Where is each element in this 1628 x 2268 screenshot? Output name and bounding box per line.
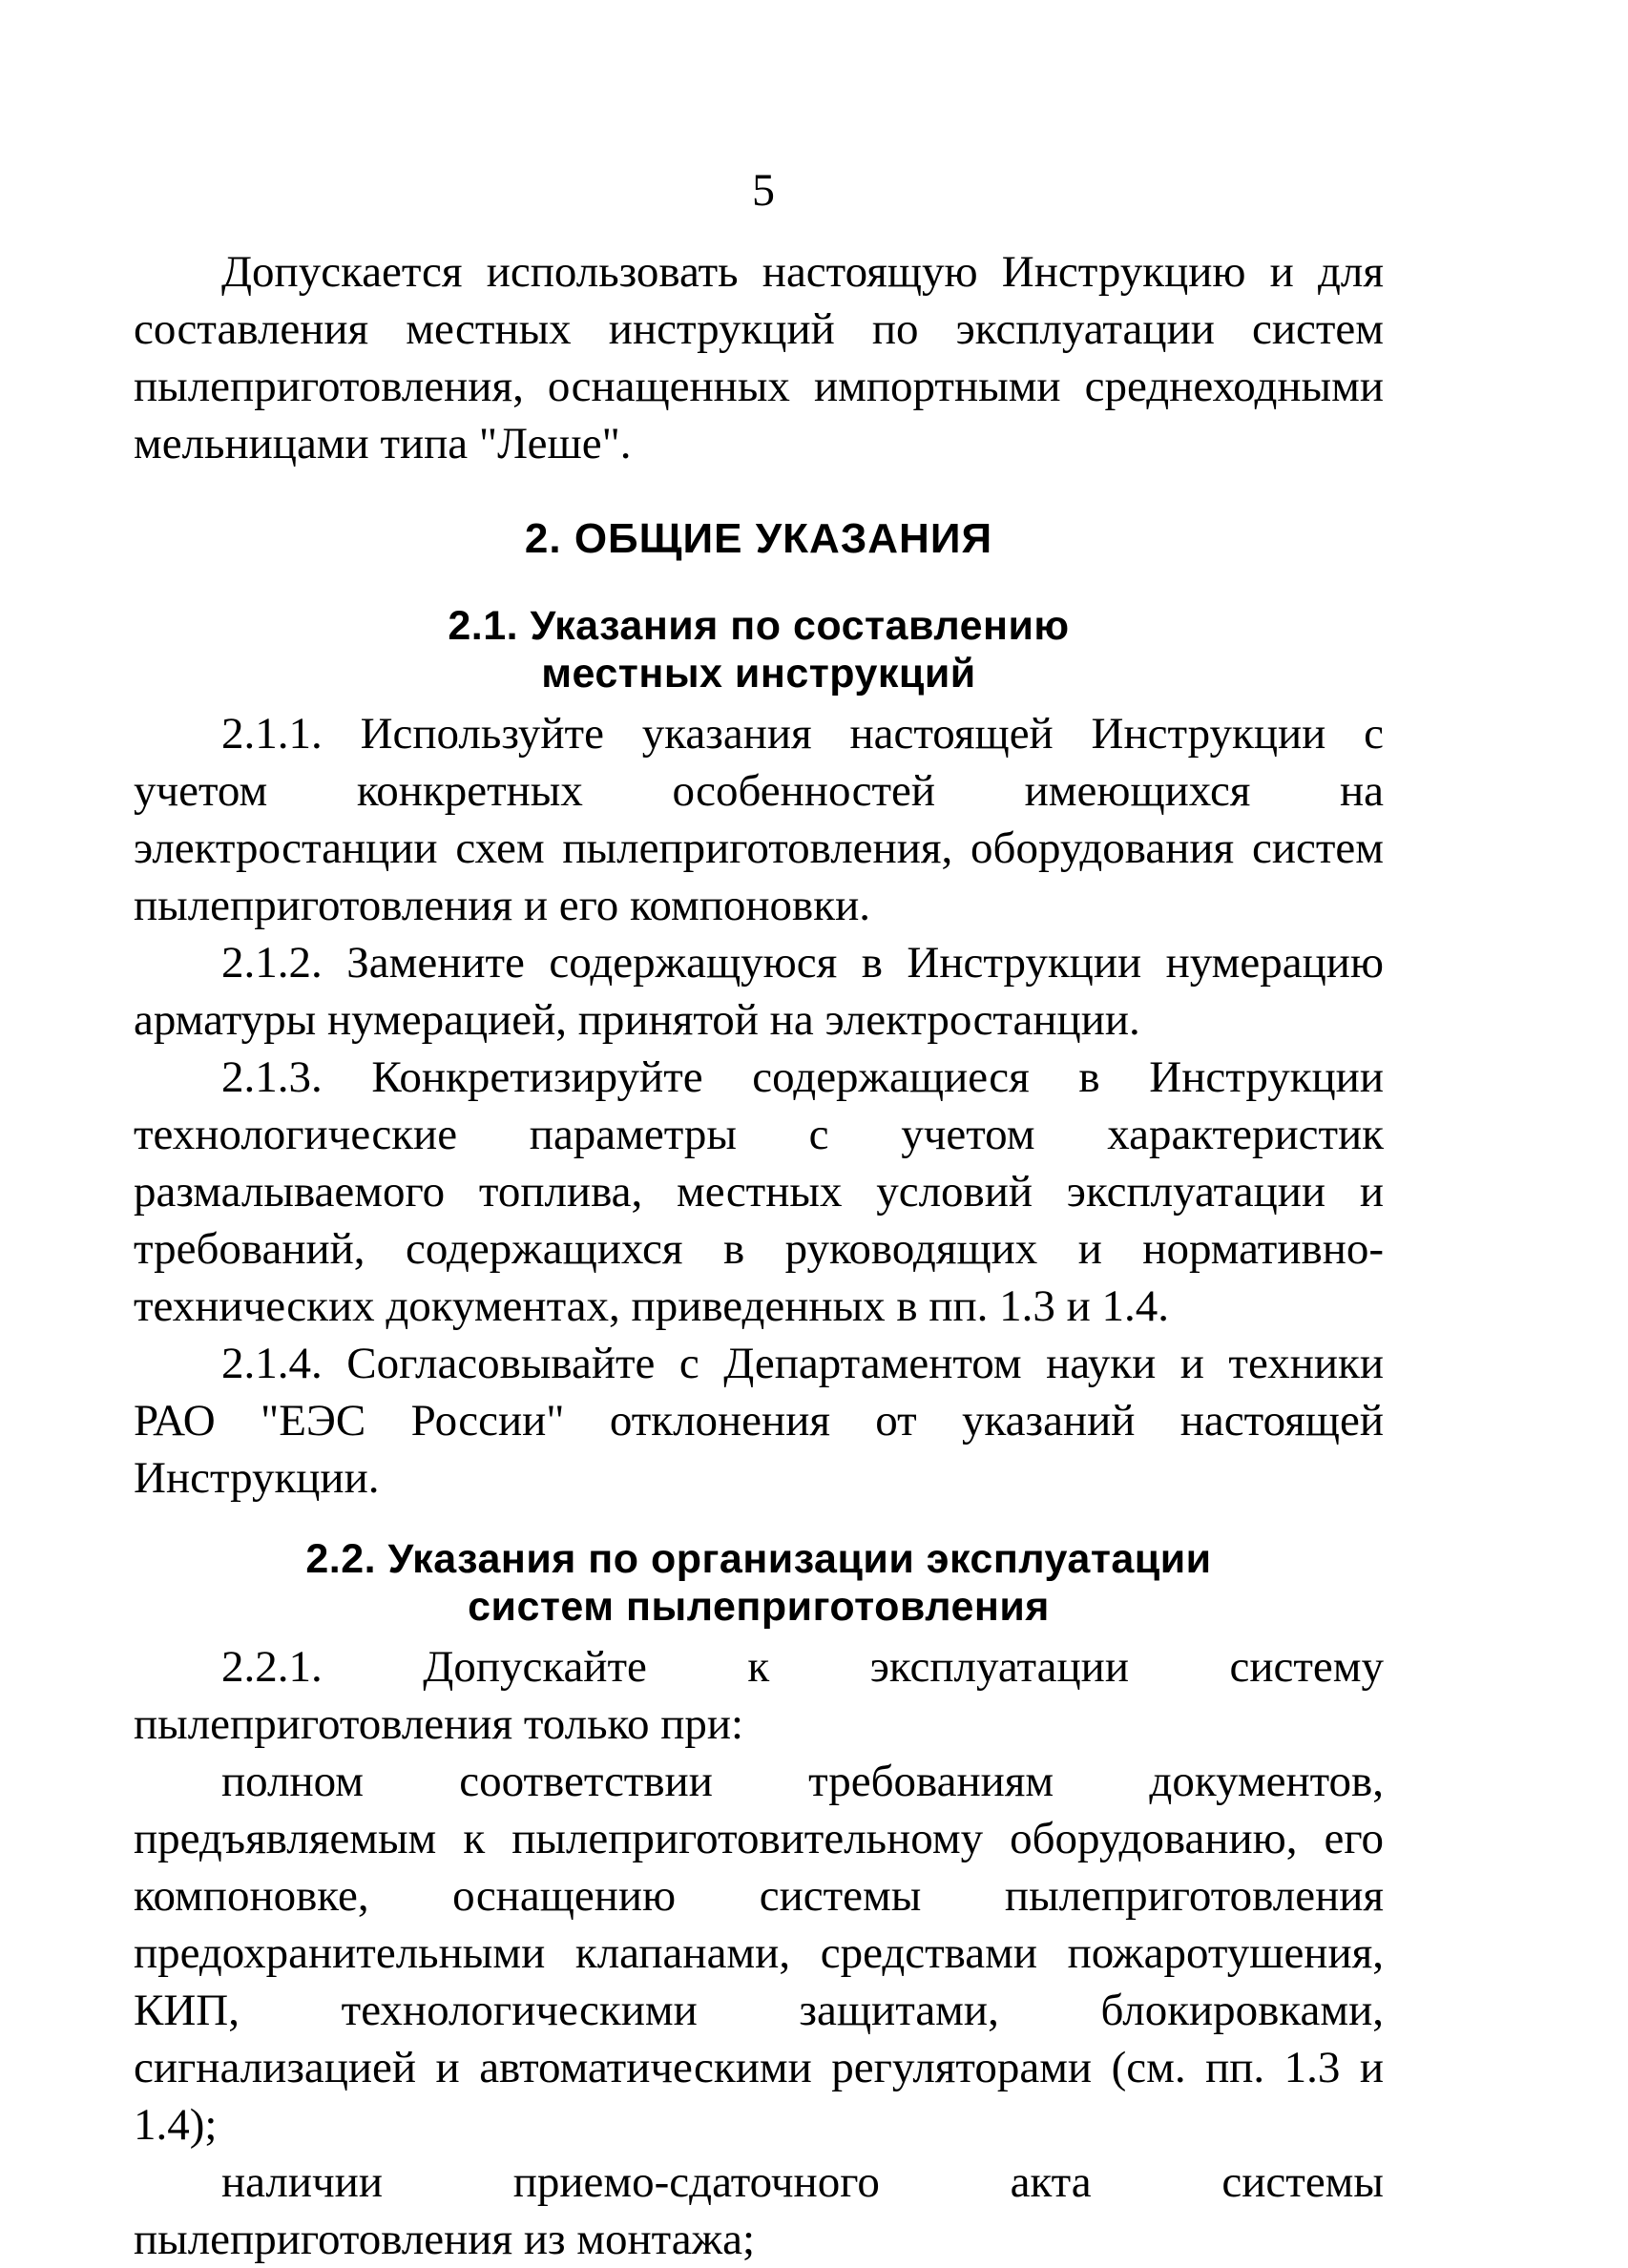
subsection-2-1-heading-line1: 2.1. Указания по составлению bbox=[448, 603, 1070, 649]
paragraph-2-1-4: 2.1.4. Согласовывайте с Департаментом науки и техники РАО "ЕЭС России" отклонения от указаний настоящей Инструкции. bbox=[134, 1339, 1384, 1503]
paragraph-conditions-2: наличии приемо-сдаточного акта системы пылеприготовления из монтажа; bbox=[134, 2157, 1384, 2264]
subsection-2-2-heading bbox=[134, 1535, 1384, 1631]
subsection-2-2-heading-line1: 2.2. Указания по организации эксплуатации bbox=[305, 1536, 1212, 1582]
paragraph-conditions-1: полном соответствии требованиям документов, предъявляемым к пылеприготовительному оборудованию, его компоновке, оснащению системы пылеприготовления предохранительными клапанами, средствами пожаротушения, КИП, технологическими защитами, блокировками, сигнализацией и автоматическими регуляторами (см. пп. 1.3 и 1.4); bbox=[134, 1757, 1384, 2150]
section-2-heading: 2. ОБЩИЕ УКАЗАНИЯ bbox=[524, 515, 993, 562]
paragraph-2-1-2: 2.1.2. Замените содержащуюся в Инструкции нумерацию арматуры нумерацией, принятой на электростанции. bbox=[134, 938, 1384, 1045]
subsection-2-1-heading bbox=[134, 602, 1384, 697]
paragraph-2-1-3: 2.1.3. Конкретизируйте содержащиеся в Инструкции технологические параметры с учетом характеристик размалываемого топлива, местных условий эксплуатации и требований, содержащихся в руководящих и нормативно-технических документах, приведенных в пп. 1.3 и 1.4. bbox=[134, 1052, 1384, 1331]
page-content bbox=[134, 243, 1384, 2268]
subsection-2-1-heading-line2: местных инструкций bbox=[541, 651, 976, 697]
paragraph-2-2-1: 2.2.1. Допускайте к эксплуатации систему пылеприготовления только при: bbox=[134, 1642, 1384, 1749]
subsection-2-2-heading-line2: систем пылеприготовления bbox=[468, 1584, 1050, 1630]
page-number: 5 bbox=[752, 165, 775, 216]
intro-paragraph: Допускается использовать настоящую Инструкцию и для составления местных инструкций по эксплуатации систем пылеприготовления, оснащенных импортными среднеходными мельницами типа "Леше". bbox=[134, 247, 1384, 468]
paragraph-2-1-1: 2.1.1. Используйте указания настоящей Инструкции с учетом конкретных особенностей имеющихся на электростанции схем пылеприготовления, оборудования систем пылеприготовления и его компоновки. bbox=[134, 709, 1384, 930]
